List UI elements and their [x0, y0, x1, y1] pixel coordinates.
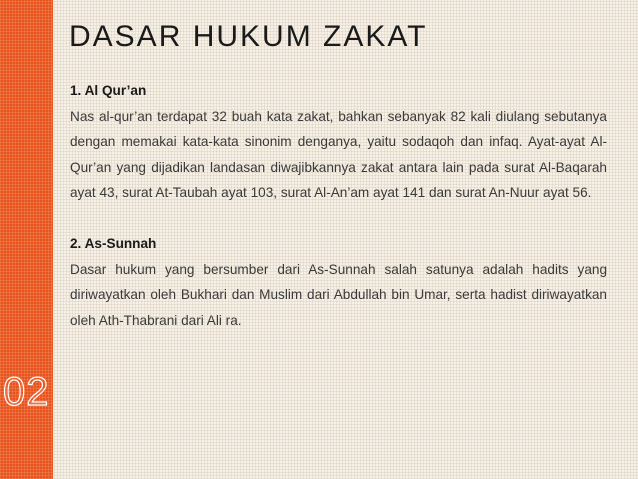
- section-as-sunnah: [70, 231, 607, 333]
- section-body: Dasar hukum yang bersumber dari As-Sunnah salah satunya adalah hadits yang diriwayatkan oleh Bukhari dan Muslim dari Abdullah bin Umar, serta hadist diriwayatkan oleh Ath-Thabrani dari Ali ra.: [70, 261, 607, 328]
- section-spacer: [70, 206, 607, 232]
- section-heading: 2. As-Sunnah: [70, 236, 157, 251]
- slide-title: DASAR HUKUM ZAKAT: [69, 20, 428, 53]
- section-heading: 1. Al Qur’an: [70, 83, 147, 98]
- slide-content: [70, 78, 607, 333]
- section-body: Nas al-qur’an terdapat 32 buah kata zakat, bahkan sebanyak 82 kali diulang sebutanya dengan memakai kata-kata sinonim denganya, yaitu sodaqoh dan infaq. Ayat-ayat Al-Qur’an yang dijadikan landasan diwajibkannya zakat antara lain pada surat Al-Baqarah ayat 43, surat At-Taubah ayat 103, surat Al-An’am ayat 141 dan surat An-Nuur ayat 56.: [70, 108, 607, 200]
- orange-sidebar: [0, 0, 53, 479]
- section-al-quran: [70, 78, 607, 206]
- slide-number: 02: [3, 370, 50, 414]
